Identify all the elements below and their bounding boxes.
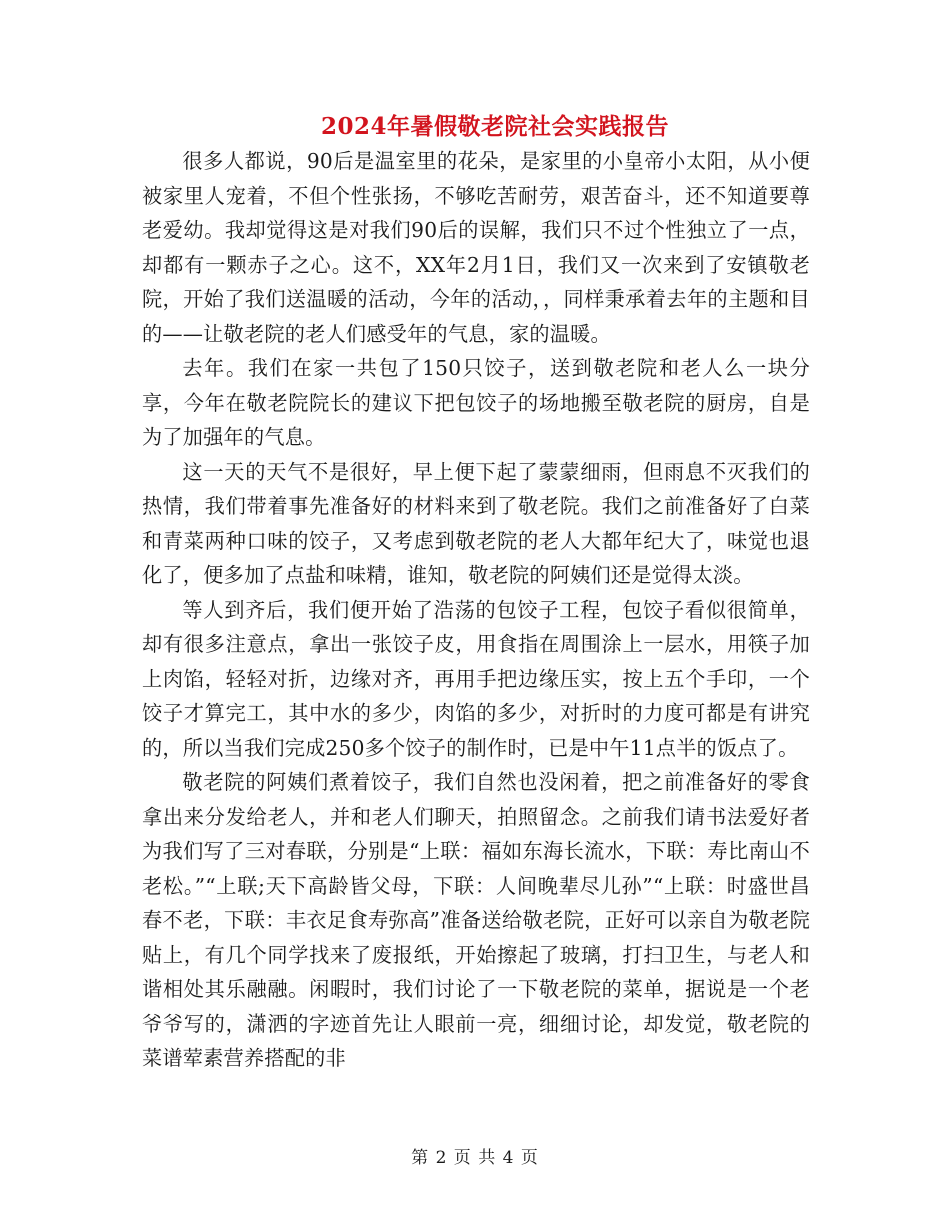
page-number-footer: 第 2 页 共 4 页 [411, 1148, 539, 1168]
paragraph: 很多人都说，90后是温室里的花朵，是家里的小皇帝小太阳，从小便被家里人宠着，不但个性张扬，不够吃苦耐劳，艰苦奋斗，还不知道要尊老爱幼。我却觉得这是对我们90后的误解，我们只不过个性独立了一点，却都有一颗赤子之心。这不，XX年2月1日，我们又一次来到了安镇敬老院，开始了我们送温暖的活动，今年的活动，，同样秉承着去年的主题和目的——让敬老院的老人们感受年的气息，家的温暖。 [142, 149, 810, 346]
document-body [142, 144, 810, 1076]
document-title: 2024年暑假敬老院社会实践报告 [320, 113, 669, 140]
paragraph: 这一天的天气不是很好，早上便下起了蒙蒙细雨，但雨息不灭我们的热情，我们带着事先准备好的材料来到了敬老院。我们之前准备好了白菜和青菜两种口味的饺子，又考虑到敬老院的老人大都年纪大了，味觉也退化了，便多加了点盐和味精，谁知，敬老院的阿姨们还是觉得太淡。 [142, 459, 810, 587]
paragraph: 去年。我们在家一共包了150只饺子，送到敬老院和老人么一块分享，今年在敬老院院长的建议下把包饺子的场地搬至敬老院的厨房，自是为了加强年的气息。 [142, 356, 810, 449]
paragraph: 敬老院的阿姨们煮着饺子，我们自然也没闲着，把之前准备好的零食拿出来分发给老人，并和老人们聊天，拍照留念。之前我们请书法爱好者为我们写了三对春联，分别是“上联：福如东海长流水，下联：寿比南山不老松。”“上联;天下高龄皆父母，下联：人间晚辈尽儿孙”“上联：时盛世昌春不老，下联：丰衣足食寿弥高”准备送给敬老院，正好可以亲自为敬老院贴上，有几个同学找来了废报纸，开始擦起了玻璃，打扫卫生，与老人和谐相处其乐融融。闲暇时，我们讨论了一下敬老院的菜单，据说是一个老爷爷写的，潇洒的字迹首先让人眼前一亮，细细讨论，却发觉，敬老院的菜谱荤素营养搭配的非 [142, 770, 810, 1070]
paragraph: 等人到齐后，我们便开始了浩荡的包饺子工程，包饺子看似很简单，却有很多注意点，拿出一张饺子皮，用食指在周围涂上一层水，用筷子加上肉馅，轻轻对折，边缘对齐，再用手把边缘压实，按上五个手印，一个饺子才算完工，其中水的多少，肉馅的多少，对折时的力度可都是有讲究的，所以当我们完成250多个饺子的制作时，已是中午11点半的饭点了。 [142, 597, 810, 760]
